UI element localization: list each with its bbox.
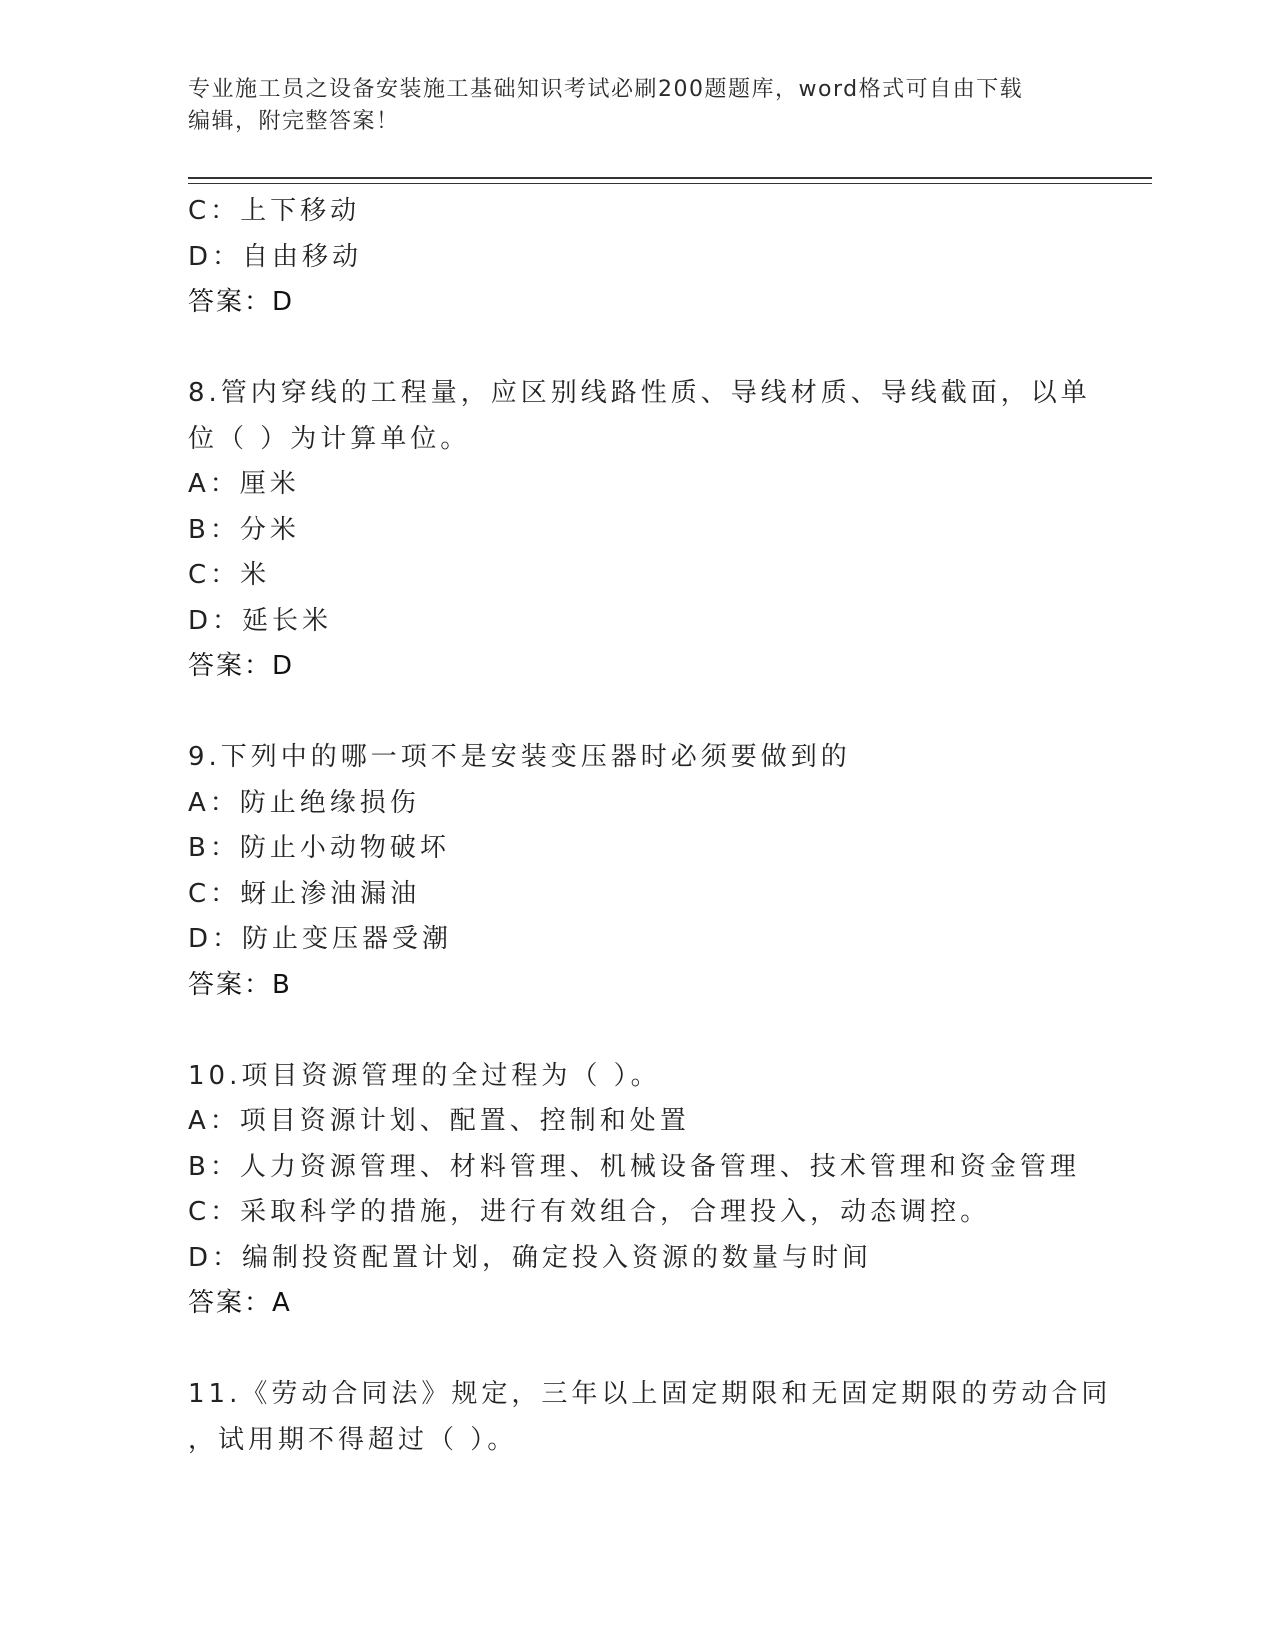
question-10 bbox=[188, 1054, 1152, 1327]
answer-line: 答案：D bbox=[188, 287, 295, 317]
question-11 bbox=[188, 1372, 1152, 1463]
answer-line: 答案：B bbox=[188, 969, 292, 1000]
spacer bbox=[188, 1008, 1152, 1054]
question-7-continued bbox=[188, 189, 1152, 326]
option-c: C：上下移动 bbox=[188, 196, 361, 226]
spacer bbox=[188, 690, 1152, 736]
question-text: 位（ ）为计算单位。 bbox=[188, 423, 471, 454]
option-b: B：防止小动物破坏 bbox=[188, 833, 450, 863]
header-rule-thin bbox=[188, 183, 1152, 184]
header-rule-thick bbox=[188, 177, 1152, 179]
option-a: A：项目资源计划、配置、控制和处置 bbox=[188, 1106, 690, 1136]
option-d: D：防止变压器受潮 bbox=[188, 924, 453, 954]
document-body bbox=[188, 189, 1152, 1463]
question-text: 11.《劳动合同法》规定，三年以上固定期限和无固定期限的劳动合同 bbox=[188, 1379, 1112, 1409]
option-d: D：延长米 bbox=[188, 605, 333, 636]
header-line-2: 编辑，附完整答案！ bbox=[188, 109, 400, 134]
option-a: A：厘米 bbox=[188, 469, 300, 499]
document-header bbox=[188, 74, 1088, 138]
option-c: C：米 bbox=[188, 560, 271, 590]
spacer bbox=[188, 326, 1152, 372]
question-text: 10.项目资源管理的全过程为（ ）。 bbox=[188, 1060, 661, 1091]
answer-line: 答案：A bbox=[188, 1288, 292, 1318]
question-text: ，试用期不得超过（ ）。 bbox=[188, 1424, 518, 1455]
answer-line: 答案：D bbox=[188, 651, 295, 681]
option-d: D：自由移动 bbox=[188, 241, 363, 272]
option-a: A：防止绝缘损伤 bbox=[188, 787, 420, 818]
question-text: 9.下列中的哪一项不是安装变压器时必须要做到的 bbox=[188, 742, 851, 772]
option-c: C：蚜止渗油漏油 bbox=[188, 878, 421, 909]
option-c: C：采取科学的措施，进行有效组合，合理投入，动态调控。 bbox=[188, 1197, 991, 1227]
question-9 bbox=[188, 735, 1152, 1008]
header-line-1: 专业施工员之设备安装施工基础知识考试必刷200题题库，word格式可自由下载 bbox=[188, 77, 1024, 102]
question-text: 8.管内穿线的工程量，应区别线路性质、导线材质、导线截面，以单 bbox=[188, 378, 1091, 408]
option-b: B：分米 bbox=[188, 514, 300, 545]
spacer bbox=[188, 1327, 1152, 1373]
option-b: B：人力资源管理、材料管理、机械设备管理、技术管理和资金管理 bbox=[188, 1151, 1080, 1182]
option-d: D：编制投资配置计划，确定投入资源的数量与时间 bbox=[188, 1242, 873, 1273]
question-8 bbox=[188, 371, 1152, 690]
